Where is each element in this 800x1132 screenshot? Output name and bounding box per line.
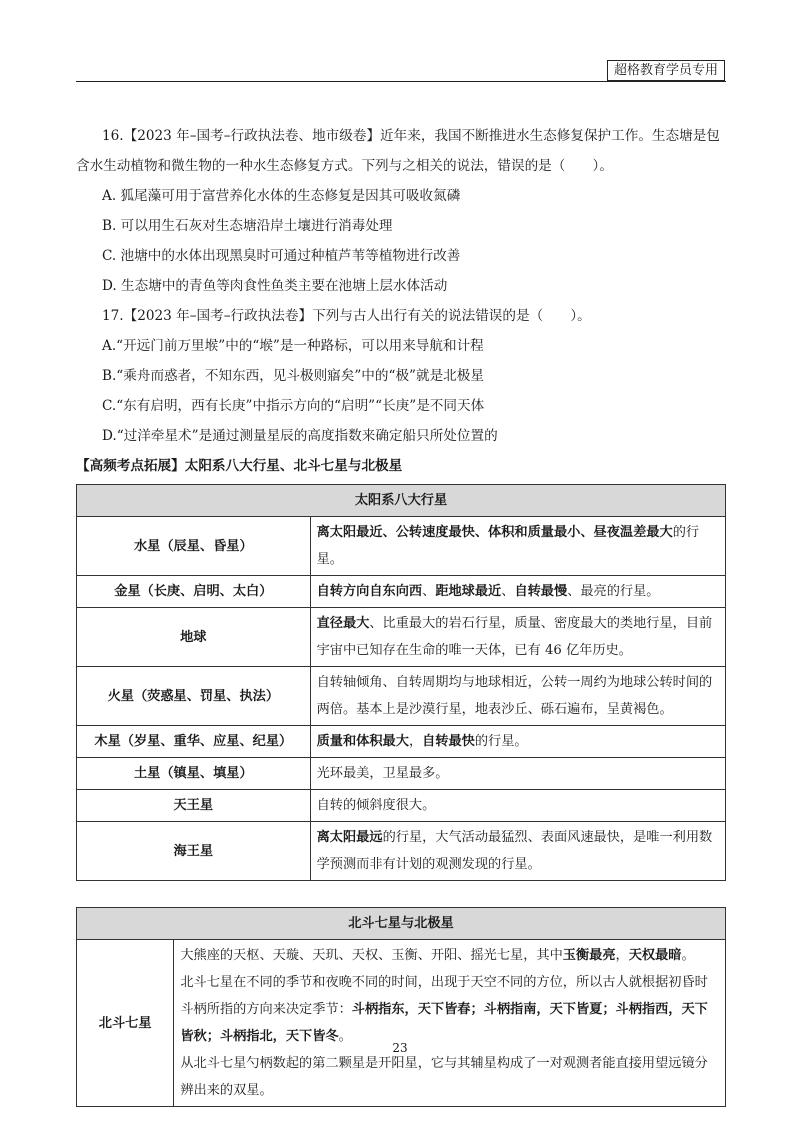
body-text: 、最亮的行星。 (567, 584, 660, 599)
planet-row (77, 576, 726, 608)
body-text: 。 (338, 1029, 352, 1044)
question-17-option-b: B.“乘舟而惑者，不知东西，见斗极则寤矣”中的“极”就是北极星 (102, 368, 484, 384)
beidou-paragraph (180, 969, 719, 1050)
planet-row (77, 667, 726, 726)
planet-name-cell: 土星（镇星、填星） (77, 758, 311, 790)
body-text: 的行星。 (316, 525, 700, 567)
body-text: ， (615, 948, 629, 963)
planet-desc-cell (310, 576, 725, 608)
beidou-desc-cell (174, 940, 726, 1107)
planet-row (77, 726, 726, 758)
planets-table (76, 484, 726, 881)
body-text: 、 (501, 584, 515, 599)
emphasis-text: 直径最大 (316, 616, 370, 631)
body-text: 、比重最大的岩石行星，质量、密度最大的类地行星，目前宇宙中已知存在生命的唯一天体，已有 46 亿年历史。 (316, 616, 713, 658)
beidou-name-cell: 北斗七星 (77, 940, 174, 1107)
planet-desc-cell (310, 790, 725, 822)
question-17-stem: 17.【2023 年–国考–行政执法卷】下列与古人出行有关的说法错误的是（ ）。 (102, 308, 591, 324)
body-text: ， (408, 734, 423, 749)
planet-row (77, 790, 726, 822)
emphasis-text: 距地球最近 (435, 584, 502, 599)
emphasis-text: 玉衡最亮 (562, 948, 616, 963)
planet-name-cell: 金星（长庚、启明、太白） (77, 576, 311, 608)
emphasis-text: 自转最快 (422, 734, 475, 749)
planet-desc-cell (310, 726, 725, 758)
brand-label: 超格教育学员专用 (607, 60, 725, 81)
question-17-option-c: C.“东有启明，西有长庚”中指示方向的“启明”“长庚”是不同天体 (102, 398, 485, 414)
planet-name-cell: 水星（辰星、昏星） (77, 517, 311, 576)
planet-desc-cell (310, 758, 725, 790)
body-text: 的行星，大气活动最猛烈、表面风速最快，是唯一利用数学预测而非有计划的观测发现的行星。 (316, 830, 713, 872)
emphasis-text: 质量和体积最大 (316, 734, 409, 749)
body-text: 。 (681, 948, 695, 963)
question-17-option-a: A.“开远门前万里堠”中的“堠”是一种路标，可以用来导航和计程 (102, 338, 484, 354)
body-text: 北斗七星在不同的季节和夜晚不同的时间，出现于天空不同的方位，所以古人就根据初昏时斗柄所指的方向来决定季节： (180, 975, 708, 1017)
emphasis-text: 自转最慢 (514, 584, 568, 599)
emphasis-text: 自转方向自东向西 (316, 584, 423, 599)
body-text: 光环最美，卫星最多。 (316, 766, 449, 781)
page-number: 23 (392, 1041, 408, 1055)
beidou-paragraph (180, 942, 719, 969)
emphasis-text: 天权最暗 (628, 948, 682, 963)
planet-name-cell: 地球 (77, 608, 311, 667)
beidou-row (77, 940, 726, 1107)
planet-name-cell: 海王星 (77, 822, 311, 881)
question-16-option-a: A. 狐尾藻可用于富营养化水体的生态修复是因其可吸收氮磷 (102, 188, 461, 204)
body-text: 大熊座的天枢、天璇、天玑、天权、玉衡、开阳、摇光七星，其中 (180, 948, 563, 963)
body-text: 自转轴倾角、自转周期均与地球相近，公转一周约为地球公转时间的两倍。基本上是沙漠行星，地表沙丘、砾石遍布，呈黄褐色。 (316, 675, 713, 717)
planet-row (77, 517, 726, 576)
planet-name-cell: 木星（岁星、重华、应星、纪星） (77, 726, 311, 758)
emphasis-text: 离太阳最近、公转速度最快、体积和质量最小、昼夜温差最大 (316, 525, 673, 540)
emphasis-text: 离太阳最远 (316, 830, 383, 845)
planet-desc-cell (310, 608, 725, 667)
planet-desc-cell (310, 667, 725, 726)
planet-row (77, 758, 726, 790)
body-text: 、 (422, 584, 436, 599)
planet-row (77, 608, 726, 667)
planet-name-cell: 天王星 (77, 790, 311, 822)
header-rule (76, 81, 726, 82)
question-16-option-d: D. 生态塘中的青鱼等肉食性鱼类主要在池塘上层水体活动 (102, 278, 448, 294)
body-text: 从北斗七星勺柄数起的第二颗星是开阳星，它与其辅星构成了一对观测者能直接用望远镜分辨出来的双星。 (180, 1056, 708, 1098)
question-16-option-c: C. 池塘中的水体出现黑臭时可通过种植芦苇等植物进行改善 (102, 248, 461, 264)
emphasis-text: 斗柄指东，天下皆春；斗柄指南，天下皆夏；斗柄指西，天下皆秋；斗柄指北，天下皆冬 (180, 1002, 708, 1044)
beidou-table (76, 907, 726, 1107)
beidou-table-header: 北斗七星与北极星 (77, 908, 726, 940)
page-content (76, 121, 726, 1107)
body-text: 自转的倾斜度很大。 (316, 798, 436, 813)
planet-name-cell: 火星（荧惑星、罚星、执法） (77, 667, 311, 726)
planets-table-header: 太阳系八大行星 (77, 485, 726, 517)
body-text: 的行星。 (474, 734, 528, 749)
beidou-paragraph (180, 1050, 719, 1104)
planet-desc-cell (310, 517, 725, 576)
question-17-option-d: D.“过洋牵星术”是通过测量星辰的高度指数来确定船只所处位置的 (102, 428, 498, 444)
extension-title: 【高频考点拓展】太阳系八大行星、北斗七星与北极星 (76, 458, 403, 474)
planets-table-body (77, 517, 726, 881)
planet-desc-cell (310, 822, 725, 881)
question-16-stem: 16.【2023 年–国考–行政执法卷、地市级卷】近年来，我国不断推进水生态修复保护工作。生态塘是包含水生动植物和微生物的一种水生态修复方式。下列与之相关的说法，错误的是（ ）。 (76, 128, 720, 174)
question-16-option-b: B. 可以用生石灰对生态塘沿岸土壤进行消毒处理 (102, 218, 393, 234)
planet-row (77, 822, 726, 881)
